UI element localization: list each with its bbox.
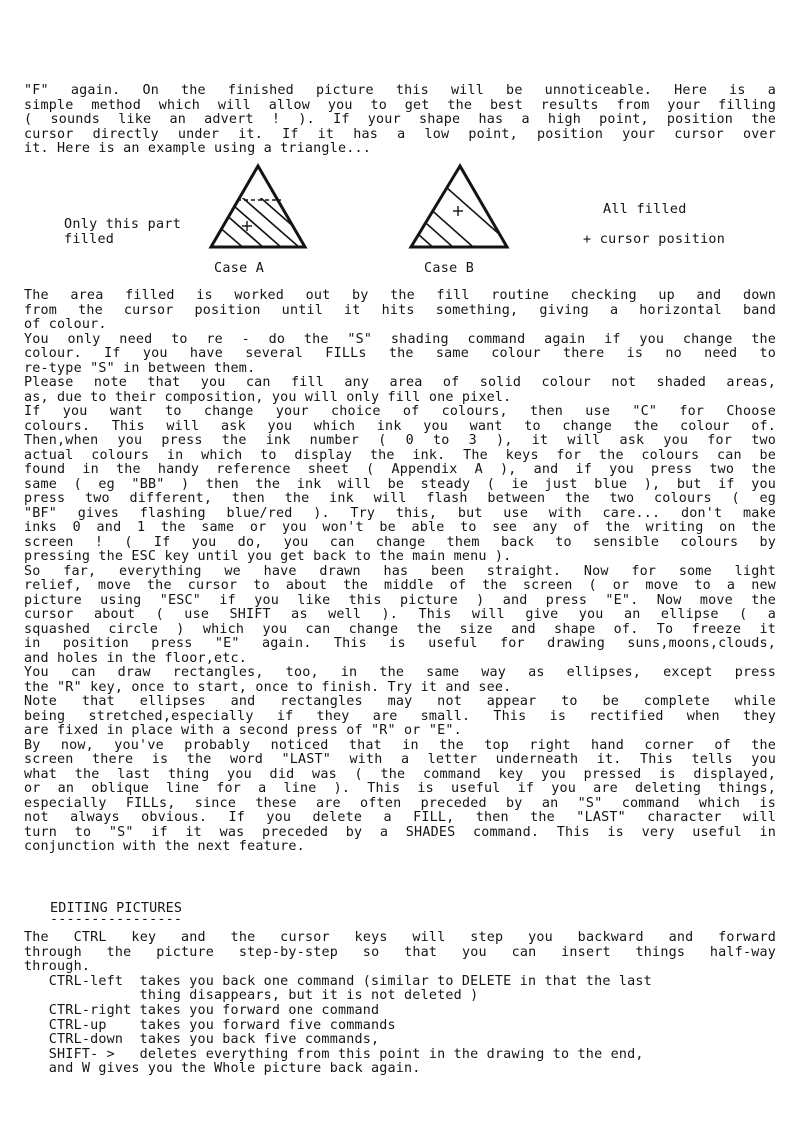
text-line: and holes in the floor,etc. [24, 650, 248, 666]
text-line: simple method which will allow you to get the best results from your filling [24, 97, 776, 113]
text-line: through. [24, 959, 91, 975]
text-line: "BF" gives flashing blue/red ). Try this, but use with care... don't make [24, 505, 776, 521]
text-line: screen ! ( If you do, you can change them back to sensible colours by [24, 534, 776, 550]
text-line: CTRL-up takes you forward five commands [24, 1017, 396, 1033]
text-line: conjunction with the next feature. [24, 839, 305, 854]
text-line: being stretched,especially if they are small. This is rectified when they [24, 708, 776, 724]
text-line: By now, you've probably noticed that in the top right hand corner of the [24, 737, 776, 753]
text-line: relief, move the cursor to about the middle of the screen ( or move to a new [24, 578, 776, 593]
text-line: or an oblique line for a line ). This is useful if you are deleting things, [24, 781, 776, 796]
label-filled: filled [64, 232, 115, 247]
text-line: "F" again. On the finished picture this will be unnoticeable. Here is a [24, 83, 776, 98]
label-only-this-part: Only this part [64, 217, 182, 232]
text-line: from the cursor position until it hits something, giving a horizontal band [24, 302, 776, 318]
text-line: squashed circle ) which you can change the size and shape of. To freeze it [24, 621, 776, 637]
text-line: pressing the ESC key until you get back to the main menu ). [24, 549, 512, 564]
text-line: thing disappears, but it is not deleted ) [24, 988, 479, 1004]
text-line: what the last thing you did was ( the command key you pressed is displayed, [24, 766, 776, 782]
section-underline: ---------------- [50, 912, 183, 927]
text-line: CTRL-right takes you forward one command [24, 1003, 380, 1018]
text-line: colours. This will ask you which ink you want to change the colour of. [24, 418, 776, 434]
text-line: The CTRL key and the cursor keys will step you backward and forward [24, 930, 776, 945]
text-line: If you want to change your choice of colours, then use "C" for Choose [24, 404, 776, 419]
text-line: the "R" key, once to start, once to finish. Try it and see. [24, 679, 512, 695]
text-line: through the picture step-by-step so that you can insert things half-way [24, 944, 776, 960]
label-all-filled: All filled [603, 202, 687, 217]
text-line: colour. If you have several FILLs the same colour there is no need to [24, 346, 776, 361]
text-line: re-type "S" in between them. [24, 360, 256, 376]
text-line: turn to "S" if it was preceded by a SHADES command. This is very useful in [24, 824, 776, 840]
text-line: inks 0 and 1 the same or you won't be able to see any of the writing on the [24, 520, 776, 535]
text-line: ( sounds like an advert ! ). If your shape has a high point, position the [24, 112, 776, 128]
section-heading: EDITING PICTURES [50, 901, 183, 916]
text-line: found in the handy reference sheet ( Appendix A ), and if you press two the [24, 462, 776, 477]
text-line: Note that ellipses and rectangles may not appear to be complete while [24, 694, 776, 709]
triangle-case-a [190, 166, 352, 262]
text-line: SHIFT- > deletes everything from this point in the drawing to the end, [24, 1046, 644, 1062]
text-line: cursor directly under it. If it has a low point, position your cursor over [24, 126, 776, 142]
text-line: Please note that you can fill any area of solid colour not shaded areas, [24, 375, 776, 390]
text-line: as, due to their composition, you will only fill one pixel. [24, 389, 512, 405]
text-line: You can draw rectangles, too, in the same way as ellipses, except press [24, 665, 776, 680]
triangle-case-b [400, 162, 540, 268]
text-line: and W gives you the Whole picture back again. [24, 1061, 421, 1077]
text-line: not always obvious. If you delete a FILL, then the "LAST" character will [24, 810, 776, 825]
text-line: are fixed in place with a second press of "R" or "E". [24, 723, 462, 738]
text-line: especially FILLs, since these are often preceded by an "S" command which is [24, 795, 776, 811]
text-line: cursor about ( use SHIFT as well ). This will give you an ellipse ( a [24, 607, 776, 622]
text-line: The area filled is worked out by the fill routine checking up and down [24, 288, 776, 303]
text-line: press two different, then the ink will flash between the two colours ( eg [24, 491, 776, 506]
label-cursor-position: + cursor position [583, 232, 726, 247]
text-line: screen there is the word "LAST" with a letter underneath it. This tells you [24, 752, 776, 767]
label-case-a: Case A [214, 261, 265, 276]
text-line: in position press "E" again. This is useful for drawing suns,moons,clouds, [24, 636, 776, 651]
text-line: Then,when you press the ink number ( 0 to 3 ), it will ask you for two [24, 433, 776, 448]
text-line: picture using "ESC" if you like this picture ) and press "E". Now move the [24, 592, 776, 608]
text-line: CTRL-down takes you back five commands, [24, 1032, 380, 1048]
text-line: same ( eg "BB" ) then the ink will be steady ( ie just blue ), but if you [24, 476, 776, 492]
text-line: actual colours in which to display the ink. The keys for the colours can be [24, 447, 776, 463]
text-line: You only need to re - do the "S" shading command again if you change the [24, 331, 776, 347]
text-line: CTRL-left takes you back one command (similar to DELETE in that the last [24, 973, 652, 989]
text-line: it. Here is an example using a triangle... [24, 141, 371, 157]
text-line: So far, everything we have drawn has been straight. Now for some light [24, 563, 776, 579]
label-case-b: Case B [424, 261, 475, 276]
text-line: of colour. [24, 317, 107, 332]
